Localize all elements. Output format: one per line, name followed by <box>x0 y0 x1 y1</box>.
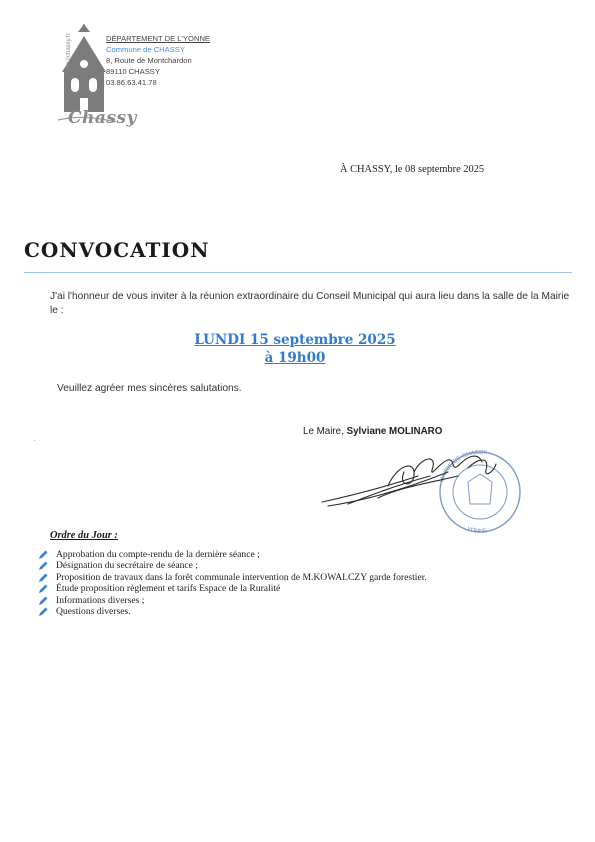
logo-vertical-url: http://chassy.fr <box>66 33 72 72</box>
address-line-1: 8, Route de Montchardon <box>106 56 192 65</box>
agenda-title: Ordre du Jour : <box>50 530 118 541</box>
meeting-datetime <box>150 331 440 367</box>
agenda-list <box>38 549 578 617</box>
agenda-item-text: Étude proposition règlement et tarifs Espace de la Ruralité <box>56 583 281 595</box>
place-and-date: À CHASSY, le 08 septembre 2025 <box>340 164 485 175</box>
letterhead-address <box>106 33 210 88</box>
meeting-date: LUNDI 15 septembre 2025 <box>194 332 396 348</box>
department-name: DÉPARTEMENT DE L'YONNE <box>106 34 210 43</box>
agenda-item <box>38 560 578 571</box>
pencil-icon <box>38 596 48 606</box>
mayor-prefix: Le Maire, <box>303 426 347 437</box>
pencil-icon <box>38 607 48 617</box>
pencil-icon <box>38 573 48 583</box>
agenda-item-text: Informations diverses ; <box>56 594 145 606</box>
agenda-item-text: Proposition de travaux dans la forêt communale intervention de M.KOWALCZY garde forestier. <box>56 571 427 583</box>
svg-text:YONNE <box>466 526 488 535</box>
commune-name: Commune de CHASSY <box>106 45 185 54</box>
agenda-item <box>38 549 578 560</box>
agenda-item <box>38 606 578 617</box>
scan-speck <box>34 440 35 441</box>
mayor-signature-line <box>303 426 442 437</box>
pencil-icon <box>38 584 48 594</box>
closing-greeting: Veuillez agréer mes sincères salutations. <box>57 383 242 394</box>
pencil-icon <box>38 561 48 571</box>
title-divider <box>24 272 572 273</box>
logo-wordmark: Chassy <box>68 108 137 128</box>
document-title: CONVOCATION <box>24 238 210 262</box>
mayor-name: Sylviane MOLINARO <box>346 426 443 437</box>
agenda-item-text: Désignation du secrétaire de séance ; <box>56 560 198 572</box>
agenda-item-text: Approbation du compte-rendu de la dernière séance ; <box>56 549 260 560</box>
phone-number: 03.86.63.41.78 <box>106 78 157 87</box>
official-stamp <box>439 450 520 535</box>
signature-and-stamp <box>318 442 533 537</box>
meeting-time: à 19h00 <box>264 350 326 366</box>
agenda-item <box>38 595 578 606</box>
agenda-item <box>38 583 578 594</box>
agenda-item <box>38 572 578 583</box>
stamp-ring-top: MAIRIE DE CHASSY <box>439 449 488 484</box>
pencil-icon <box>38 550 48 560</box>
stamp-seal-graphic <box>318 442 533 537</box>
address-line-2: 89110 CHASSY <box>106 67 160 76</box>
agenda-item-text: Questions diverses. <box>56 605 131 617</box>
invitation-text: J'ai l'honneur de vous inviter à la réunion extraordinaire du Conseil Municipal qui aura lieu dans la salle de la Mairie le : <box>50 291 570 316</box>
stamp-ring-bottom: YONNE <box>465 526 488 535</box>
